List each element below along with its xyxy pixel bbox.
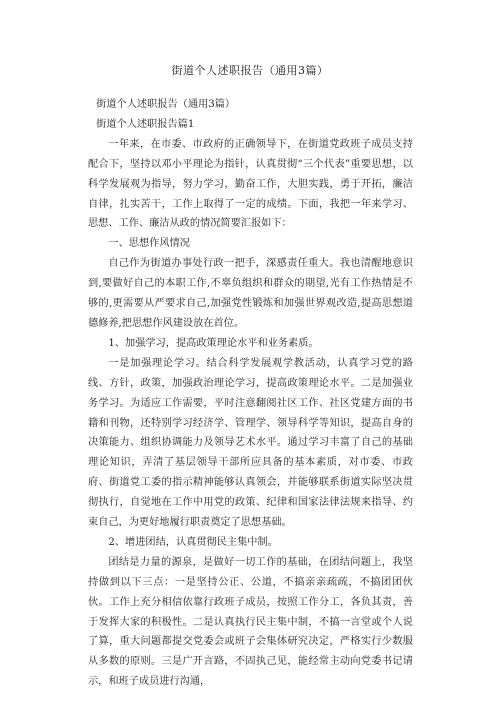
paragraph-unity: 团结是力量的源泉，是做好一切工作的基础，在团结问题上，我坚持做到以下三点：一是坚持公正、公道，不搞亲亲疏疏，不搞团团伙伙。工作上充分相信依靠行政班子成员，按照工作分工，各负其责，善于发挥大家的积极性。二是认真执行民主集中制，不搞一言堂或个人说了算，重大问题都提交党委会或班子会集体研究决定，严格实行少数服从多数的原则。三是广开言路，不固执己见，能经常主动向党委书记请示，和班子成员进行沟通， [88, 556, 413, 688]
document-body [88, 95, 413, 692]
paragraph-thought-style: 自己作为街道办事处行政一把手，深感责任重大。我也清醒地意识到,要做好自己的本职工作,不辜负组织和群众的期望,光有工作热情是不够的,更需要从严要求自己,加强党性锻炼和加强世界观改造,提高思想道德修养,把思想作风建设放在首位。 [88, 258, 413, 329]
section-title: 街道个人述职报告篇1 [96, 118, 195, 130]
paragraph-intro: 一年来，在市委、市政府的正确领导下，在街道党政班子成员支持配合下，坚持以邓小平理论为指针，认真贯彻“三个代表”重要思想，以科学发展观为指导，努力学习，勤奋工作，大胆实践，勇于开拓，廉洁自律，扎实苦干，工作上取得了一定的成绩。下面，我把一年来学习、思想、工作、廉洁从政的情况简要汇报如下： [88, 138, 413, 230]
document-title: 街道个人述职报告（通用3篇） [171, 64, 329, 77]
heading-thought-style: 一、思想作风情况 [108, 238, 190, 250]
heading-study: 1、加强学习，提高政策理论水平和业务素质。 [108, 337, 319, 349]
paragraph-study: 一是加强理论学习。结合科学发展观学教活动，认真学习党的路线、方针，政策，加强政治理论学习，提高政策理论水平。二是加强业务学习。为适应工作需要，平时注意翻阅社区工作、社区党建方面的书籍和刊物，还特别学习经济学、管理学、领导科学等知识，提高自身的决策能力、组织协调能力及领导艺术水平。通过学习丰富了自己的基础理论知识，弄清了基层领导干部所应具备的基本素质，对市委、市政府、街道党工委的指示精神能够认真领会，并能够联系街道实际坚决贯彻执行，自觉地在工作中用党的政策、纪律和国家法律法规来指导、约束自己，为更好地履行职责奠定了思想基础。 [88, 357, 413, 529]
heading-unity: 2、增进团结，认真贯彻民主集中制。 [108, 536, 278, 548]
document-subtitle: 街道个人述职报告（通用3篇） [96, 99, 236, 110]
